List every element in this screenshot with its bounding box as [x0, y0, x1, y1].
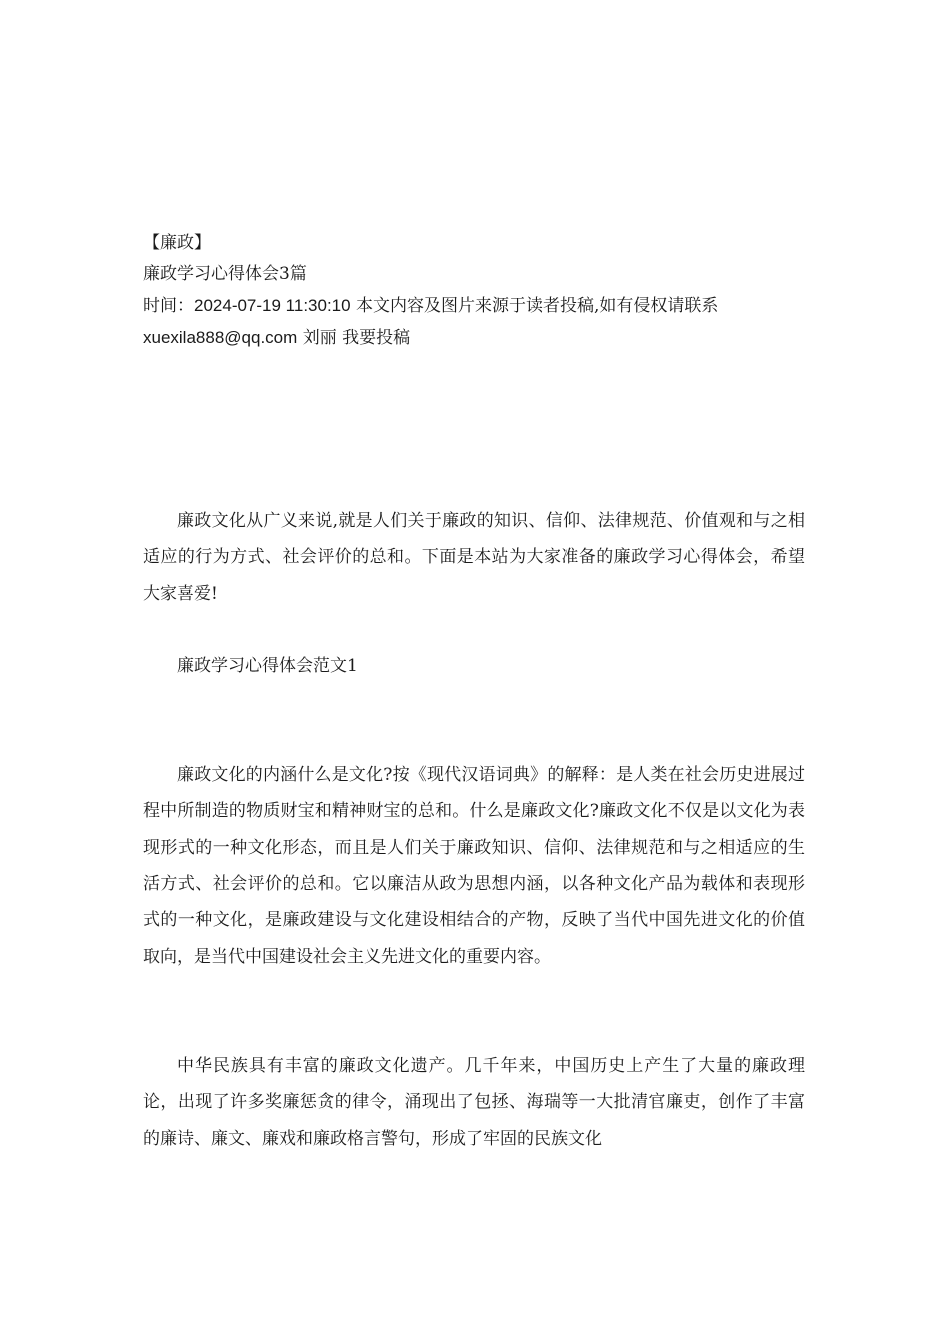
article-meta — [143, 290, 813, 322]
author-name: 刘丽 — [297, 328, 337, 348]
publish-timestamp: 2024-07-19 11:30:10 — [194, 296, 351, 315]
section-heading: 廉政学习心得体会范文1 — [177, 655, 358, 676]
article-title: 廉政学习心得体会3篇 — [143, 264, 307, 284]
source-notice: 本文内容及图片来源于读者投稿,如有侵权请联系 — [350, 296, 719, 316]
category-tag[interactable]: 【廉政】 — [143, 233, 211, 253]
contact-email[interactable]: xuexila888@qq.com — [143, 328, 298, 347]
article-contact — [143, 322, 813, 354]
article-header — [143, 228, 813, 354]
body-paragraph: 廉政文化的内涵什么是文化?按《现代汉语词典》的解释：是人类在社会历史进展过程中所制造的物质财宝和精神财宝的总和。什么是廉政文化?廉政文化不仅是以文化为表现形式的一种文化形态，而且是人们关于廉政知识、信仰、法律规范和与之相适应的生活方式、社会评价的总和。它以廉洁从政为思想内涵，以各种文化产品为载体和表现形式的一种文化，是廉政建设与文化建设相结合的产物，反映了当代中国先进文化的价值取向，是当代中国建设社会主义先进文化的重要内容。 — [143, 765, 805, 967]
body-paragraph: 中华民族具有丰富的廉政文化遗产。几千年来，中国历史上产生了大量的廉政理论，出现了许多奖廉惩贪的律令，涌现出了包拯、海瑞等一大批清官廉吏，创作了丰富的廉诗、廉文、廉戏和廉政格言警句，形成了牢固的民族文化 — [143, 1055, 805, 1149]
submit-link[interactable]: 我要投稿 — [336, 328, 411, 348]
article-body — [143, 503, 805, 1157]
meta-label: 时间： — [143, 296, 194, 316]
intro-paragraph: 廉政文化从广义来说,就是人们关于廉政的知识、信仰、法律规范、价值观和与之相适应的行为方式、社会评价的总和。下面是本站为大家准备的廉政学习心得体会，希望大家喜爱! — [143, 511, 805, 604]
